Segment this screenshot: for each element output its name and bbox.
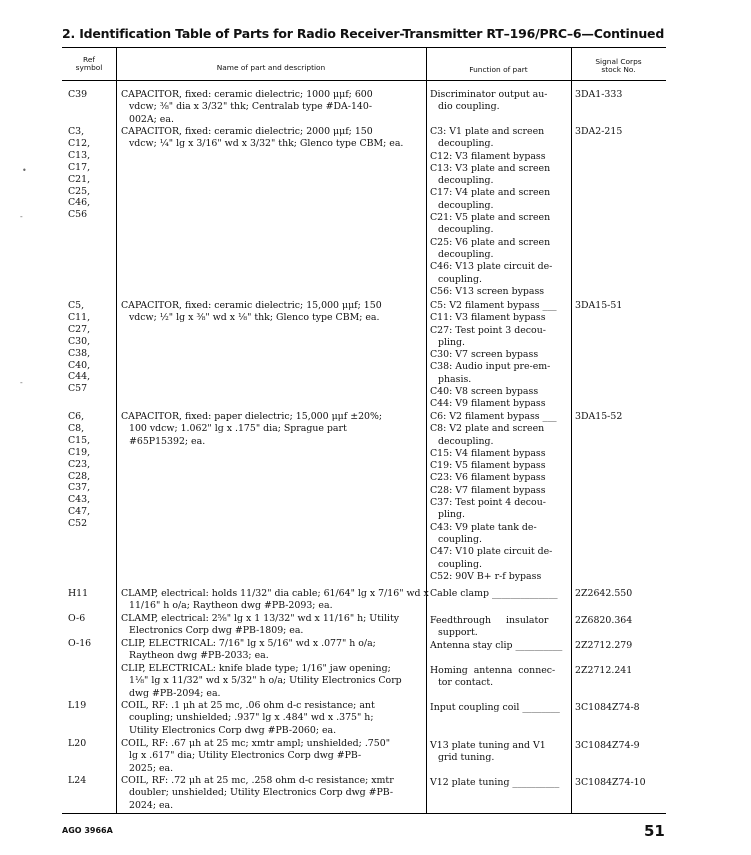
- function-line: C8: V2 plate and screen: [430, 423, 545, 435]
- part-function: [430, 702, 560, 714]
- header-ref-line: Ref: [83, 55, 95, 64]
- part-description: [121, 588, 429, 613]
- description-line: 11/16" h o/a; Raytheon dwg #PB-2093; ea.: [129, 600, 333, 612]
- part-description: [121, 126, 403, 151]
- header-stock-no: [571, 58, 666, 74]
- function-line: C21: V5 plate and screen: [430, 212, 551, 224]
- function-line: V13 plate tuning and V1: [430, 740, 546, 751]
- function-line: C44: V9 filament bypass: [430, 398, 546, 410]
- description-line: vdcw; ⅜" dia x 3/32" thk; Centralab type #DA-140-: [129, 101, 373, 113]
- function-line: tor contact.: [438, 677, 494, 689]
- function-line: grid tuning.: [438, 752, 495, 764]
- part-description: [121, 613, 399, 638]
- ref-symbol: C6, C8, C15, C19, C23, C28, C37, C43, C47, C52: [68, 411, 91, 530]
- page-title: 2. Identification Table of Parts for Radio Receiver-Transmitter RT–196/PRC–6—Continued: [62, 26, 665, 41]
- function-line: support.: [438, 627, 478, 639]
- part-function: [430, 740, 546, 765]
- description-line: doubler; unshielded; Utility Electronics Corp dwg #PB-: [129, 787, 394, 799]
- function-line: C40: V8 screen bypass: [430, 386, 539, 398]
- description-line: lg x .617" dia; Utility Electronics Corp dwg #PB-: [129, 750, 362, 762]
- description-line: Utility Electronics Corp dwg #PB-2060; ea.: [129, 724, 337, 736]
- function-line: decoupling.: [438, 248, 494, 260]
- stock-number: 2Z2712.279: [575, 640, 633, 651]
- function-line: C19: V5 filament bypass: [430, 460, 546, 472]
- part-description: [121, 89, 373, 126]
- description-line: vdcw; ¼" lg x 3/16" wd x 3/32" thk; Glenco type CBM; ea.: [129, 138, 404, 150]
- function-line: C43: V9 plate tank de-: [430, 521, 537, 533]
- stock-number: 3DA2-215: [575, 126, 623, 137]
- function-line: decoupling.: [438, 435, 494, 447]
- part-function: [430, 615, 548, 640]
- part-description: [121, 738, 390, 775]
- description-line: CLIP, ELECTRICAL: 7/16" lg x 5/16" wd x .077" h o/a;: [121, 638, 376, 649]
- header-function: Function of part: [469, 65, 528, 74]
- function-line: dio coupling.: [438, 101, 500, 113]
- part-function: [430, 640, 562, 652]
- part-description: [121, 775, 394, 812]
- ref-symbol: O-6: [68, 613, 86, 624]
- function-line: C15: V4 filament bypass: [430, 447, 546, 459]
- function-line: phasis.: [438, 373, 472, 385]
- ref-symbol: C39: [68, 89, 88, 100]
- function-line: decoupling.: [438, 224, 494, 236]
- part-description: [121, 300, 382, 325]
- function-line: C12: V3 filament bypass: [430, 150, 546, 162]
- stock-number: 3C1084Z74-8: [575, 702, 640, 713]
- description-line: 1⅛" lg x 11/32" wd x 5/32" h o/a; Utility Electronics Corp: [129, 675, 402, 687]
- header-ref-symbol: [62, 56, 116, 72]
- function-line: coupling.: [438, 533, 482, 545]
- ref-symbol: H11: [68, 588, 89, 599]
- function-line: decoupling.: [438, 138, 494, 150]
- part-function: [430, 126, 552, 298]
- description-line: dwg #PB-2094; ea.: [129, 687, 221, 699]
- stock-number: 3DA15-52: [575, 411, 623, 422]
- function-line: C11: V3 filament bypass: [430, 312, 546, 324]
- description-line: CAPACITOR, fixed: ceramic dielectric; 2000 μμf; 150: [121, 126, 373, 137]
- function-line: V12 plate tuning __________: [430, 777, 560, 788]
- part-function: [430, 777, 559, 789]
- function-line: C6: V2 filament bypass ___: [430, 411, 557, 422]
- stock-number: 3DA1-333: [575, 89, 623, 100]
- margin-mark: •: [22, 166, 27, 175]
- column-divider: [571, 48, 572, 813]
- function-line: C28: V7 filament bypass: [430, 484, 546, 496]
- ref-symbol: O-16: [68, 638, 92, 649]
- function-line: C27: Test point 3 decou-: [430, 324, 546, 336]
- ref-symbol: C5, C11, C27, C30, C38, C40, C44, C57: [68, 300, 91, 395]
- description-line: CAPACITOR, fixed: ceramic dielectric; 15,000 μμf; 150: [121, 300, 382, 311]
- function-line: C3: V1 plate and screen: [430, 126, 545, 137]
- header-stock-line: stock No.: [601, 65, 636, 74]
- function-line: decoupling.: [438, 175, 494, 187]
- margin-mark: -: [20, 378, 23, 387]
- ref-symbol: L24: [68, 775, 87, 786]
- description-line: CAPACITOR, fixed: paper dielectric; 15,000 μμf ±20%;: [121, 411, 383, 422]
- description-line: vdcw; ½" lg x ⅜" wd x ⅛" thk; Glenco type CBM; ea.: [129, 312, 380, 324]
- description-line: CLIP, ELECTRICAL: knife blade type; 1/16" jaw opening;: [121, 663, 391, 674]
- function-line: Discriminator output au-: [430, 89, 548, 100]
- function-line: C23: V6 filament bypass: [430, 472, 546, 484]
- part-function: [430, 665, 555, 690]
- page-number: 51: [644, 822, 665, 840]
- parts-table: [62, 47, 666, 814]
- part-description: [121, 411, 382, 448]
- stock-number: 2Z2712.241: [575, 665, 633, 676]
- function-line: C52: 90V B+ r-f bypass: [430, 570, 542, 582]
- stock-number: 3C1084Z74-10: [575, 777, 646, 788]
- ref-symbol: L20: [68, 738, 87, 749]
- part-description: [121, 663, 402, 700]
- description-line: 2025; ea.: [129, 762, 174, 774]
- header-name: Name of part and description: [216, 63, 326, 72]
- part-function: [430, 300, 557, 411]
- description-line: #65P15392; ea.: [129, 435, 206, 447]
- column-divider: [116, 48, 117, 813]
- header-stock-line: Signal Corps: [595, 57, 642, 66]
- function-line: Feedthrough insulator: [430, 615, 549, 626]
- function-line: C56: V13 screen bypass: [430, 285, 545, 297]
- ref-symbol: L19: [68, 700, 87, 711]
- stock-number: 3C1084Z74-9: [575, 740, 640, 751]
- description-line: CAPACITOR, fixed: ceramic dielectric; 1000 μμf; 600: [121, 89, 373, 100]
- header-divider: [62, 80, 666, 81]
- function-line: C37: Test point 4 decou-: [430, 497, 546, 509]
- function-line: coupling.: [438, 558, 482, 570]
- part-function: [430, 89, 547, 114]
- description-line: CLAMP, electrical: holds 11/32" dia cable; 61/64" lg x 7/16" wd x: [121, 588, 429, 599]
- description-line: COIL, RF: .72 μh at 25 mc, .258 ohm d-c resistance; xmtr: [121, 775, 394, 786]
- description-line: 002A; ea.: [129, 113, 174, 125]
- function-line: pling.: [438, 336, 466, 348]
- description-line: coupling; unshielded; .937" lg x .484" wd x .375" h;: [129, 712, 374, 724]
- description-line: Electronics Corp dwg #PB-1809; ea.: [129, 625, 304, 637]
- part-description: [121, 700, 375, 737]
- part-function: [430, 588, 558, 600]
- part-description: [121, 638, 376, 663]
- description-line: CLAMP, electrical: 2⅝" lg x 1 13/32" wd x 11/16" h; Utility: [121, 613, 400, 624]
- ref-symbol: C3, C12, C13, C17, C21, C25, C46, C56: [68, 126, 91, 221]
- function-line: Homing antenna connec-: [430, 665, 556, 676]
- description-line: Raytheon dwg #PB-2033; ea.: [129, 650, 269, 662]
- function-line: C13: V3 plate and screen: [430, 162, 551, 174]
- function-line: C47: V10 plate circuit de-: [430, 546, 553, 558]
- description-line: 100 vdcw; 1.062" lg x .175" dia; Sprague part: [129, 423, 347, 435]
- stock-number: 3DA15-51: [575, 300, 623, 311]
- description-line: COIL, RF: .67 μh at 25 mc; xmtr ampl; unshielded; .750": [121, 738, 391, 749]
- function-line: decoupling.: [438, 199, 494, 211]
- function-line: C5: V2 filament bypass ___: [430, 300, 557, 311]
- description-line: 2024; ea.: [129, 799, 174, 811]
- function-line: C17: V4 plate and screen: [430, 187, 551, 199]
- part-function: [430, 411, 557, 583]
- publication-code: AGO 3966A: [62, 826, 113, 835]
- function-line: C30: V7 screen bypass: [430, 349, 539, 361]
- function-line: C46: V13 plate circuit de-: [430, 261, 553, 273]
- function-line: C25: V6 plate and screen: [430, 236, 551, 248]
- stock-number: 2Z6820.364: [575, 615, 633, 626]
- header-ref-line: symbol: [75, 63, 103, 72]
- function-line: Cable clamp ______________: [430, 588, 558, 599]
- function-line: Input coupling coil ________: [430, 702, 560, 713]
- column-divider: [426, 48, 427, 813]
- stock-number: 2Z2642.550: [575, 588, 633, 599]
- function-line: pling.: [438, 509, 466, 521]
- function-line: Antenna stay clip __________: [430, 640, 563, 651]
- function-line: coupling.: [438, 273, 482, 285]
- margin-mark: -: [20, 212, 23, 221]
- function-line: C38: Audio input pre-em-: [430, 361, 551, 373]
- description-line: COIL, RF: .1 μh at 25 mc, .06 ohm d-c resistance; ant: [121, 700, 375, 711]
